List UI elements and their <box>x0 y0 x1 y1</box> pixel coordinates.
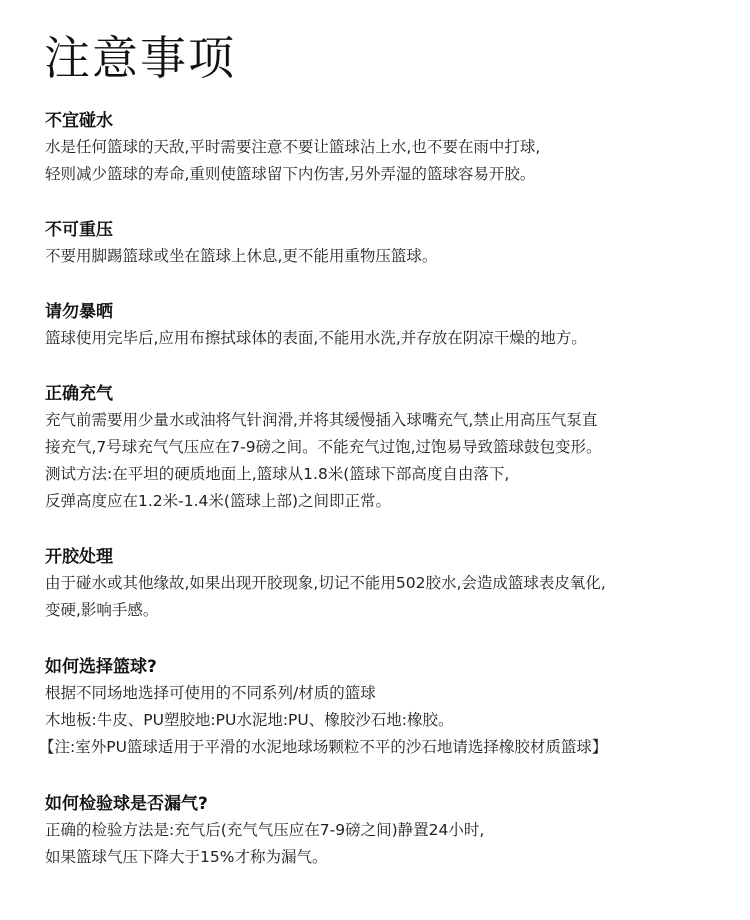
section-heading: 请勿暴晒 <box>45 302 113 322</box>
section-heading: 如何选择篮球? <box>45 657 157 677</box>
section-note: 【注:室外PU篮球适用于平滑的水泥地球场颗粒不平的沙石地请选择橡胶材质篮球】 <box>39 738 608 756</box>
section-text-line: 不要用脚踢篮球或坐在篮球上休息,更不能用重物压篮球。 <box>45 247 438 265</box>
section-text-line: 如果篮球气压下降大于15%才称为漏气。 <box>45 848 328 866</box>
page-title: 注意事项 <box>44 31 236 85</box>
section-heading: 不宜碰水 <box>45 111 113 131</box>
section-heading: 如何检验球是否漏气? <box>45 794 208 814</box>
section-inflation <box>45 381 735 515</box>
section-text-line: 测试方法:在平坦的硬质地面上,篮球从1.8米(篮球下部高度自由落下, <box>45 465 510 483</box>
section-text-line: 反弹高度应在1.2米-1.4米(篮球上部)之间即正常。 <box>45 492 391 510</box>
section-choose-ball <box>39 654 735 761</box>
section-heading: 不可重压 <box>45 220 113 240</box>
section-no-pressure <box>45 217 735 270</box>
section-no-water <box>45 108 735 188</box>
section-text-line: 变硬,影响手感。 <box>45 601 159 619</box>
section-text-line: 充气前需要用少量水或油将气针润滑,并将其缓慢插入球嘴充气,禁止用高压气泵直 <box>45 411 598 429</box>
section-leak-check <box>45 791 735 871</box>
section-no-sun <box>45 299 735 352</box>
section-heading: 开胶处理 <box>45 547 113 567</box>
section-heading: 正确充气 <box>45 384 113 404</box>
section-text-line: 水是任何篮球的天敌,平时需要注意不要让篮球沾上水,也不要在雨中打球, <box>45 138 541 156</box>
section-text-line: 轻则减少篮球的寿命,重则使篮球留下内伤害,另外弄湿的篮球容易开胶。 <box>45 165 536 183</box>
section-text-line: 根据不同场地选择可使用的不同系列/材质的篮球 <box>45 684 376 702</box>
section-text-line: 木地板:牛皮、PU塑胶地:PU水泥地:PU、橡胶沙石地:橡胶。 <box>45 711 454 729</box>
section-text-line: 由于碰水或其他缘故,如果出现开胶现象,切记不能用502胶水,会造成篮球表皮氧化, <box>45 574 606 592</box>
section-text-line: 篮球使用完毕后,应用布擦拭球体的表面,不能用水洗,并存放在阴凉干燥的地方。 <box>45 329 587 347</box>
section-text-line: 接充气,7号球充气气压应在7-9磅之间。不能充气过饱,过饱易导致篮球鼓包变形。 <box>45 438 602 456</box>
section-glue-repair <box>45 544 735 624</box>
section-text-line: 正确的检验方法是:充气后(充气气压应在7-9磅之间)静置24小时, <box>45 821 485 839</box>
